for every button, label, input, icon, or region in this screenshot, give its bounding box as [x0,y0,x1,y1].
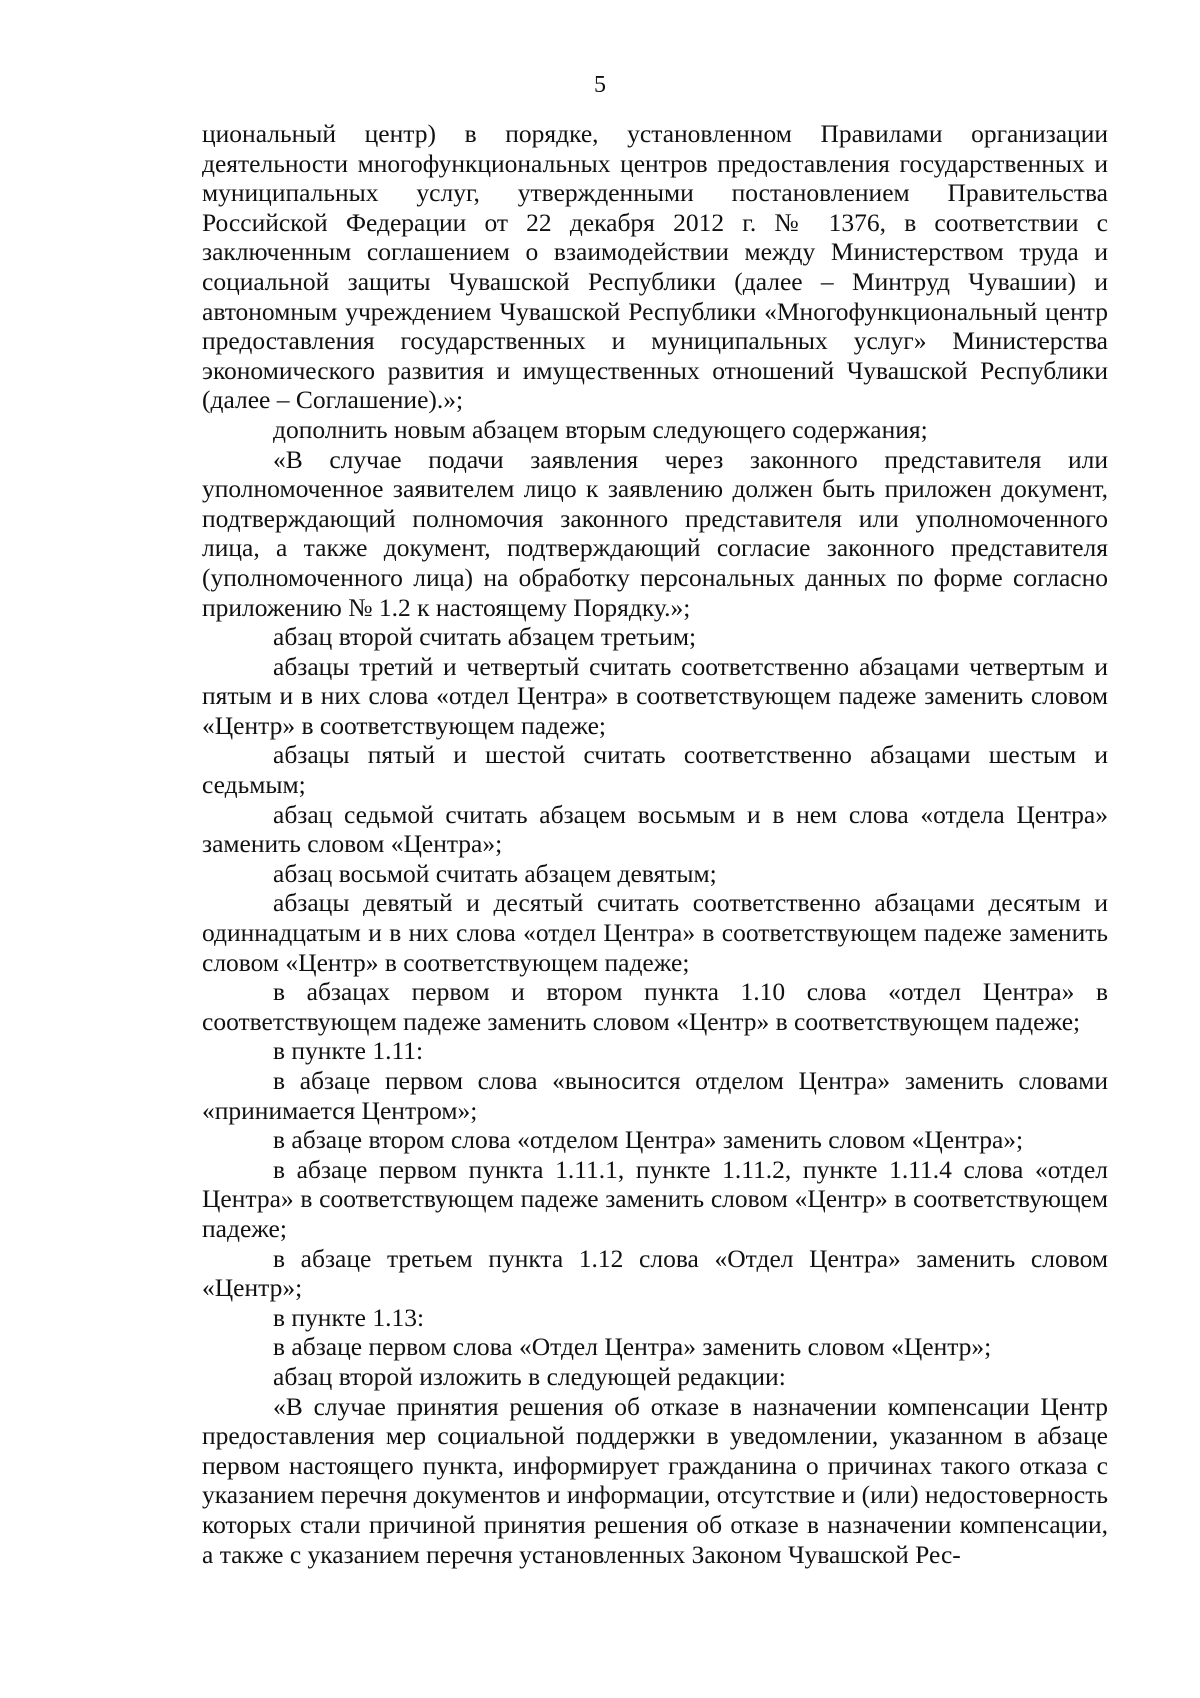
paragraph-10: в пункте 1.11: [273,1036,424,1066]
paragraph-13: в абзаце первом пункта 1.11.1, пункте 1.11.2, пункте 1.11.4 слова «отдел Центра» в соответствующем падеже заменить словом «Центр» в соответствующем падеже; [202,1154,1108,1243]
paragraph-1: дополнить новым абзацем вторым следующего содержания; [273,414,928,444]
paragraph-18: «В случае принятия решения об отказе в назначении компенсации Центр предоставления мер социальной поддержки в уведомлении, указанном в абзаце первом настоящего пункта, информирует гражданина о причинах такого отказа с указанием перечня документов и информации, отсутствие и (или) недостоверность которых стали причиной принятия решения об отказе в назначении компенсации, а также с указанием перечня установленных Законом Чувашской Рес- [202,1391,1108,1569]
page-number: 5 [594,72,606,98]
paragraph-15: в пункте 1.13: [273,1302,425,1332]
paragraph-4: абзацы третий и четвертый считать соответственно абзацами четвертым и пятым и в них слова «отдел Центра» в соответствующем падеже заменить словом «Центр» в соответствующем падеже; [202,651,1108,740]
paragraph-2: «В случае подачи заявления через законного представителя или уполномоченное заявителем лицо к заявлению должен быть приложен документ, подтверждающий полномочия законного представителя или уполномоченного лица, а также документ, подтверждающий согласие законного представителя (уполномоченного лица) на обработку персональных данных по форме согласно приложению № 1.2 к настоящему Порядку.»; [202,444,1108,622]
paragraph-14: в абзаце третьем пункта 1.12 слова «Отдел Центра» заменить словом «Центр»; [202,1243,1108,1303]
paragraph-17: абзац второй изложить в следующей редакции: [273,1361,786,1391]
paragraph-7: абзац восьмой считать абзацем девятым; [273,858,717,888]
paragraph-8: абзацы девятый и десятый считать соответственно абзацами десятым и одиннадцатым и в них слова «отдел Центра» в соответствующем падеже заменить словом «Центр» в соответствующем падеже; [202,888,1108,977]
paragraph-16: в абзаце первом слова «Отдел Центра» заменить словом «Центр»; [273,1332,992,1362]
document-body [202,119,1108,1569]
paragraph-5: абзацы пятый и шестой считать соответственно абзацами шестым и седьмым; [202,740,1108,800]
paragraph-0: циональный центр) в порядке, установленном Правилами организации деятельности многофункциональных центров предоставления государственных и муниципальных услуг, утвержденными постановлением Правительства Российской Федерации от 22 декабря 2012 г. № 1376, в соответствии с заключенным соглашением о взаимодействии между Министерством труда и социальной защиты Чувашской Республики (далее – Минтруд Чувашии) и автономным учреждением Чувашской Республики «Многофункциональный центр предоставления государственных и муниципальных услуг» Министерства экономического развития и имущественных отношений Чувашской Республики (далее – Соглашение).»; [202,119,1108,415]
paragraph-9: в абзацах первом и втором пункта 1.10 слова «отдел Центра» в соответствующем падеже заменить словом «Центр» в соответствующем падеже; [202,977,1108,1036]
paragraph-11: в абзаце первом слова «выносится отделом Центра» заменить словами «принимается Центром»; [202,1066,1108,1125]
paragraph-3: абзац второй считать абзацем третьим; [273,622,697,652]
paragraph-6: абзац седьмой считать абзацем восьмым и в нем слова «отдела Центра» заменить словом «Центра»; [202,799,1108,859]
paragraph-12: в абзаце втором слова «отделом Центра» заменить словом «Центра»; [273,1125,1024,1155]
